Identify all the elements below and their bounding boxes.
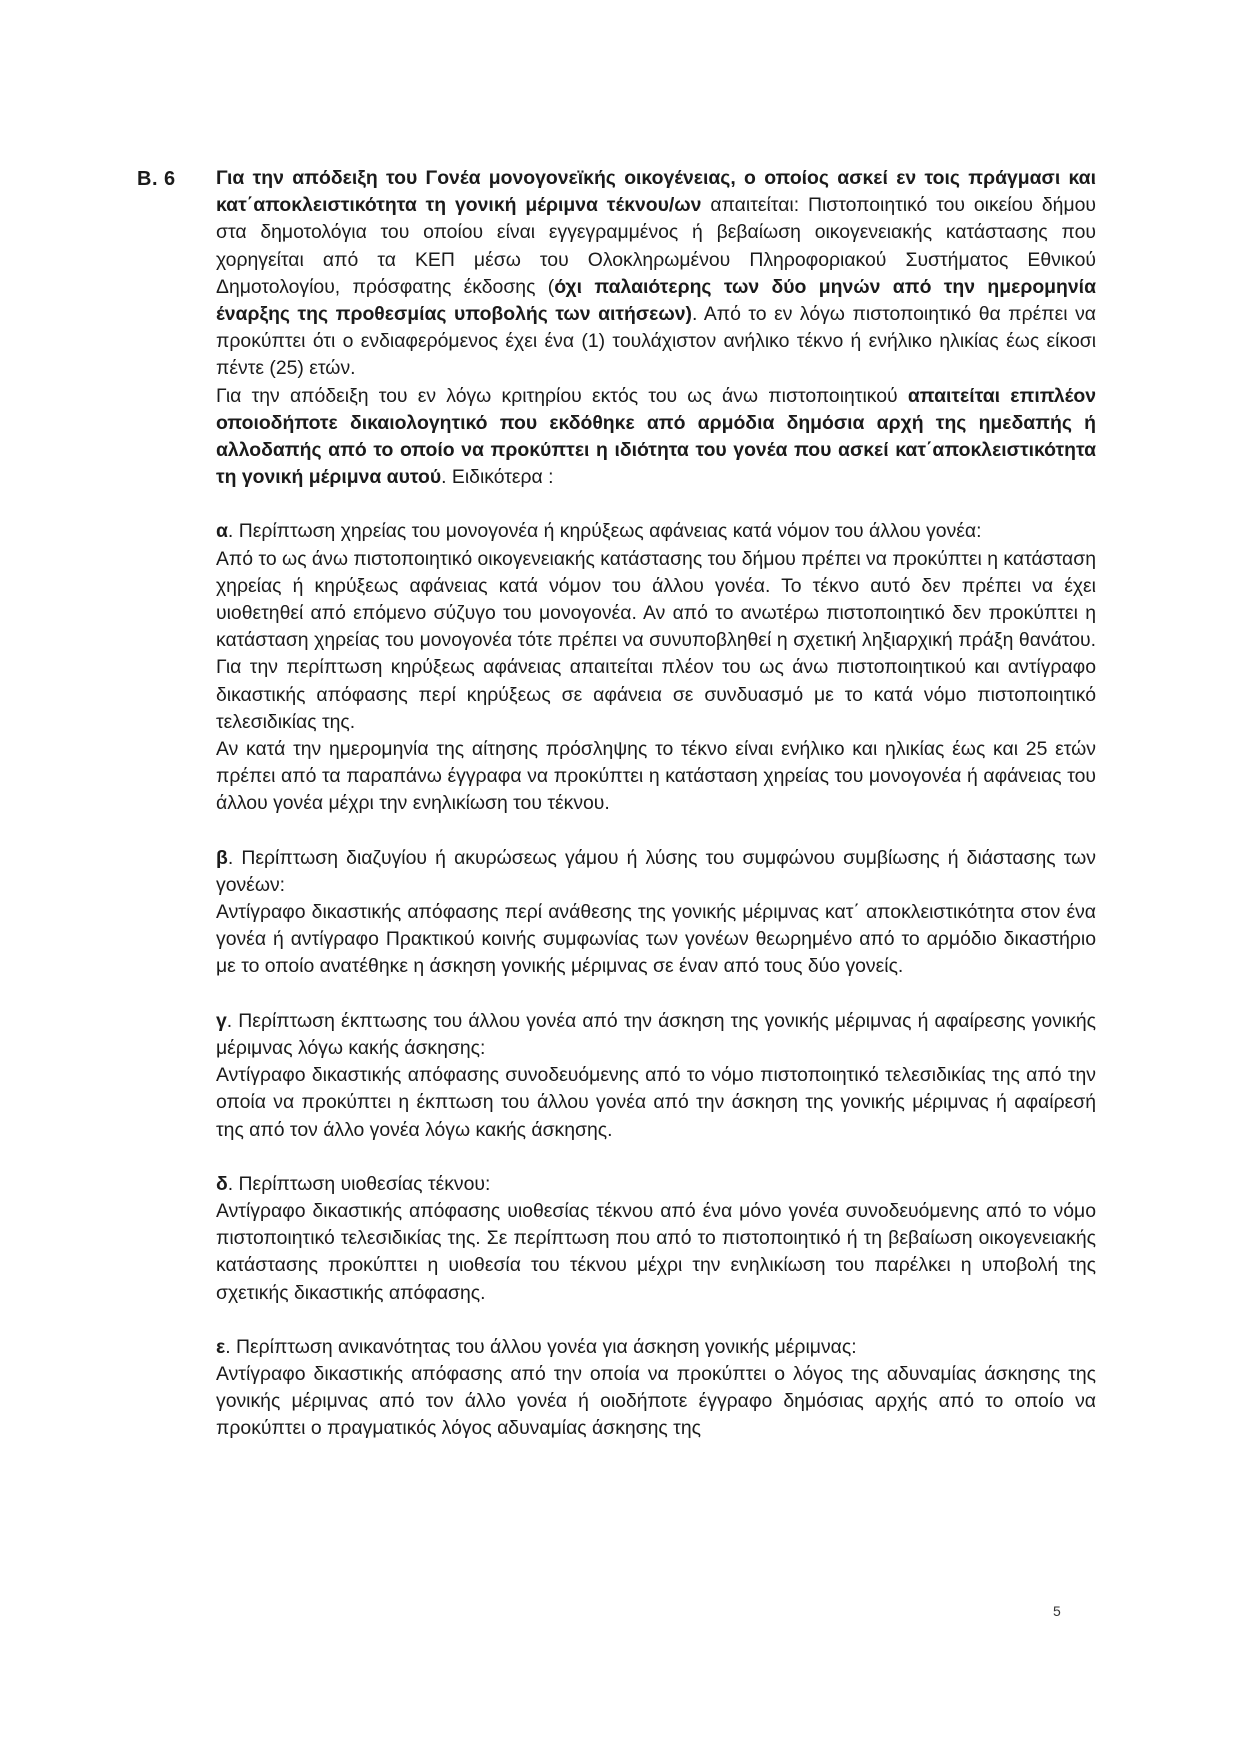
case-a-body-2: Αν κατά την ημερομηνία της αίτησης πρόσληψης το τέκνο είναι ενήλικο και ηλικίας έως και 25 ετών πρέπει από τα παραπάνω έγγραφα να προκύπτει η κατάσταση χηρείας του μονογονέα ή αφάνειας του άλλου γονέα μέχρι την ενηλικίωση του τέκνου. <box>216 738 1096 815</box>
requirement-paragraph <box>216 383 1096 492</box>
intro-bold-deadline: όχι παλαιότερης των δύο μηνών από την ημερομηνία έναρξης της προθεσμίας υποβολής των αιτήσεων) <box>216 275 1096 326</box>
requirement-text-2: . Ειδικότερα : <box>441 466 554 489</box>
requirement-bold: απαιτείται επιπλέον οποιοδήποτε δικαιολογητικό που εκδόθηκε από αρμόδια δημόσια αρχή της ημεδαπής ή αλλοδαπής από το οποίο να προκύπτει η ιδιότητα του γονέα που ασκεί κατ΄αποκλειστικότητα τη γονική μέριμνα αυτού <box>216 384 1097 489</box>
case-a-body: Από το ως άνω πιστοποιητικό οικογενειακής κατάστασης του δήμου πρέπει να προκύπτει η κατάσταση χηρείας ή κηρύξεως αφάνειας κατά νόμον του άλλου γονέα. Το τέκνο αυτό δεν πρέπει να έχει υιοθετηθεί από επόμενο σύζυγο του μονογονέα. Αν από το ανωτέρω πιστοποιητικό δεν προκύπτει η κατάσταση χηρείας του μονογονέα τότε πρέπει να συνυποβληθεί η σχετική ληξιαρχική πράξη θανάτου. Για την περίπτωση κηρύξεως αφάνειας απαιτείται πλέον του ως άνω πιστοποιητικού και αντίγραφο δικαστικής απόφασης περί κηρύξεως σε αφάνεια σε συνδυασμό με το κατά νόμο πιστοποιητικό τελεσιδικίας της. <box>216 547 1096 733</box>
case-a-title <box>216 518 1096 545</box>
case-d-label: δ <box>216 1172 228 1195</box>
case-d-body: Αντίγραφο δικαστικής απόφασης υιοθεσίας τέκνου από ένα μόνο γονέα συνοδευόμενης από το νόμο πιστοποιητικό τελεσιδικίας της. Σε περίπτωση που από το πιστοποιητικό ή τη βεβαίωση οικογενειακής κατάστασης προκύπτει η υιοθεσία του τέκνου μέχρι την ενηλικίωση του παρέλκει η υποβολή της σχετικής δικαστικής απόφασης. <box>216 1199 1096 1304</box>
requirement-text-1: Για την απόδειξη του εν λόγω κριτηρίου εκτός του ως άνω πιστοποιητικού <box>216 384 908 407</box>
case-d-title-text: . Περίπτωση υιοθεσίας τέκνου: <box>227 1172 491 1195</box>
case-a-label: α <box>216 520 228 543</box>
page-number: 5 <box>1053 1603 1061 1619</box>
document-body <box>216 165 1096 1443</box>
case-b-label: β <box>216 846 228 869</box>
case-d-title <box>216 1171 1096 1198</box>
case-c-title <box>216 1008 1096 1062</box>
case-a-title-text: . Περίπτωση χηρείας του μονογονέα ή κηρύξεως αφάνειας κατά νόμον του άλλου γονέα: <box>227 520 982 543</box>
case-e-title <box>216 1334 1096 1361</box>
case-e-title-text: . Περίπτωση ανικανότητας του άλλου γονέα για άσκηση γονικής μέριμνας: <box>225 1335 857 1358</box>
intro-paragraph <box>216 165 1096 383</box>
case-b-body: Αντίγραφο δικαστικής απόφασης περί ανάθεσης της γονικής μέριμνας κατ΄ αποκλειστικότητα στον ένα γονέα ή αντίγραφο Πρακτικού κοινής συμφωνίας των γονέων θεωρημένο από το αρμόδιο δικαστήριο με το οποίο ανατέθηκε η άσκηση γονικής μέριμνας σε έναν από τους δύο γονείς. <box>216 901 1096 978</box>
case-c-label: γ <box>216 1009 227 1032</box>
intro-heading: Για την απόδειξη του Γονέα μονογονεϊκής οικογένειας, ο οποίος ασκεί εν τοις πράγμασι και κατ΄αποκλειστικότητα τη γονική μέριμνα τέκνου/ων <box>216 167 1096 217</box>
intro-text-3: . Από το εν λόγω πιστοποιητικό θα πρέπει να προκύπτει ότι ο ενδιαφερόμενος έχει ένα (1) τουλάχιστον ανήλικο τέκνο ή ενήλικο ηλικίας έως είκοσι πέντε (25) ετών. <box>216 303 1096 380</box>
case-e-label: ε <box>216 1335 226 1358</box>
case-b-title <box>216 845 1096 899</box>
intro-text-1: απαιτείται: Πιστοποιητικό του οικείου δήμου στα δημοτολόγια του οποίου είναι εγγεγραμμένος ή βεβαίωση οικογενειακής κατάστασης που χορηγείται από τα ΚΕΠ μέσω του Ολοκληρωμένου Πληροφοριακού Συστήματος Εθνικού Δημοτολογίου, πρόσφατης έκδοσης ( <box>216 194 1096 298</box>
case-e-body: Αντίγραφο δικαστικής απόφασης από την οποία να προκύπτει ο λόγος της αδυναμίας άσκησης της γονικής μέριμνας από τον άλλο γονέα ή οιοδήποτε έγγραφο δημόσιας αρχής από το οποίο να προκύπτει ο πραγματικός λόγος αδυναμίας άσκησης της <box>216 1362 1096 1440</box>
case-c-title-text: . Περίπτωση έκπτωσης του άλλου γονέα από την άσκηση της γονικής μέριμνας ή αφαίρεσης γονικής μέριμνας λόγω κακής άσκησης: <box>216 1009 1096 1059</box>
section-number: B. 6 <box>137 168 176 190</box>
case-c-body: Αντίγραφο δικαστικής απόφασης συνοδευόμενης από το νόμο πιστοποιητικό τελεσιδικίας της από την οποία να προκύπτει η έκπτωση του άλλου γονέα από την άσκηση της γονικής μέριμνας ή αφαίρεσή της από τον άλλο γονέα λόγω κακής άσκησης. <box>216 1064 1096 1141</box>
case-b-title-text: . Περίπτωση διαζυγίου ή ακυρώσεως γάμου ή λύσης του συμφώνου συμβίωσης ή διάστασης των γονέων: <box>216 846 1096 896</box>
